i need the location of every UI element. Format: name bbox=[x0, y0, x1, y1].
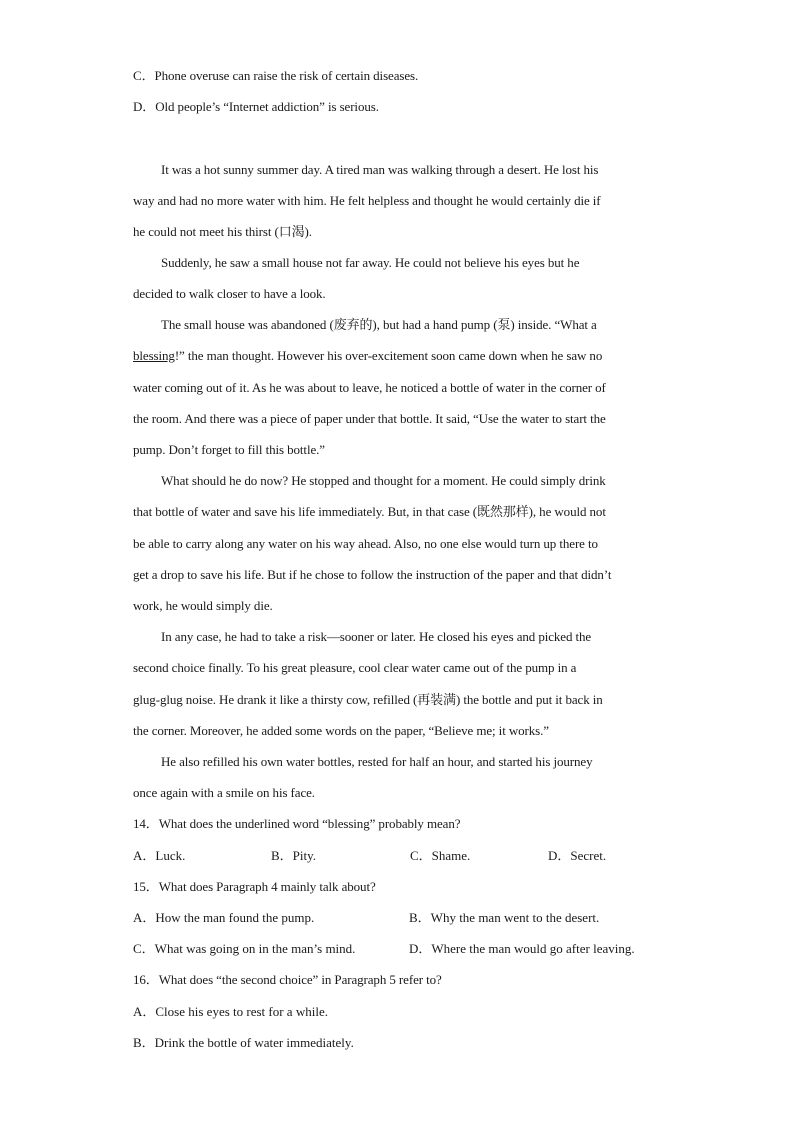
passage-p4-line4: get a drop to save his life. But if he chose to follow the instruction of the paper and that didn’t bbox=[133, 567, 612, 582]
question-15-option-a[interactable]: A．How the man found the pump. bbox=[133, 910, 315, 925]
passage-p1-line1: It was a hot sunny summer day. A tired man was walking through a desert. He lost his bbox=[161, 162, 599, 177]
passage-p3-line1: The small house was abandoned (废弃的), but had a hand pump (泵) inside. “What a bbox=[161, 317, 597, 332]
question-14-option-a[interactable]: A．Luck. bbox=[133, 848, 186, 863]
prev-option-c: C．Phone overuse can raise the risk of certain diseases. bbox=[133, 68, 419, 83]
passage-p3-line2 bbox=[133, 348, 602, 364]
question-16-stem: 16．What does “the second choice” in Paragraph 5 refer to? bbox=[133, 972, 442, 987]
passage-p3-line2-rest: !” the man thought. However his over-excitement soon came down when he saw no bbox=[174, 348, 603, 363]
passage-p5-line4: the corner. Moreover, he added some words on the paper, “Believe me; it works.” bbox=[133, 723, 549, 738]
passage-p2-line1: Suddenly, he saw a small house not far away. He could not believe his eyes but he bbox=[161, 255, 580, 270]
passage-p3-line4: the room. And there was a piece of paper under that bottle. It said, “Use the water to start the bbox=[133, 411, 606, 426]
passage-p2-line2: decided to walk closer to have a look. bbox=[133, 286, 326, 301]
question-15-option-c[interactable]: C．What was going on in the man’s mind. bbox=[133, 941, 356, 956]
passage-p4-line3: be able to carry along any water on his way ahead. Also, no one else would turn up there to bbox=[133, 536, 598, 551]
question-15-option-d[interactable]: D．Where the man would go after leaving. bbox=[409, 941, 635, 956]
underlined-word-blessing: blessing bbox=[133, 348, 175, 363]
passage-p5-line2: second choice finally. To his great pleasure, cool clear water came out of the pump in a bbox=[133, 660, 577, 675]
question-14-option-d[interactable]: D．Secret. bbox=[548, 848, 607, 863]
passage-p5-line3: glug-glug noise. He drank it like a thirsty cow, refilled (再装满) the bottle and put it back in bbox=[133, 692, 603, 707]
passage-p3-line3: water coming out of it. As he was about to leave, he noticed a bottle of water in the corner of bbox=[133, 380, 606, 395]
question-16-option-a[interactable]: A．Close his eyes to rest for a while. bbox=[133, 1004, 328, 1019]
passage-p1-line3: he could not meet his thirst (口渴). bbox=[133, 224, 312, 239]
prev-option-d: D．Old people’s “Internet addiction” is serious. bbox=[133, 99, 379, 114]
passage-p6-line1: He also refilled his own water bottles, rested for half an hour, and started his journey bbox=[161, 754, 593, 769]
question-14-stem: 14．What does the underlined word “blessing” probably mean? bbox=[133, 816, 461, 831]
question-15-option-b[interactable]: B．Why the man went to the desert. bbox=[409, 910, 600, 925]
question-16-option-b[interactable]: B．Drink the bottle of water immediately. bbox=[133, 1035, 354, 1050]
passage-p4-line1: What should he do now? He stopped and thought for a moment. He could simply drink bbox=[161, 473, 606, 488]
passage-p5-line1: In any case, he had to take a risk—sooner or later. He closed his eyes and picked the bbox=[161, 629, 592, 644]
passage-p3-line5: pump. Don’t forget to fill this bottle.” bbox=[133, 442, 325, 457]
passage-p1-line2: way and had no more water with him. He felt helpless and thought he would certainly die if bbox=[133, 193, 601, 208]
question-15-stem: 15．What does Paragraph 4 mainly talk about? bbox=[133, 879, 376, 894]
passage-p6-line2: once again with a smile on his face. bbox=[133, 785, 315, 800]
question-14-option-c[interactable]: C．Shame. bbox=[410, 848, 471, 863]
passage-p4-line5: work, he would simply die. bbox=[133, 598, 273, 613]
passage-p4-line2: that bottle of water and save his life immediately. But, in that case (既然那样), he would not bbox=[133, 504, 606, 519]
question-14-option-b[interactable]: B．Pity. bbox=[271, 848, 317, 863]
